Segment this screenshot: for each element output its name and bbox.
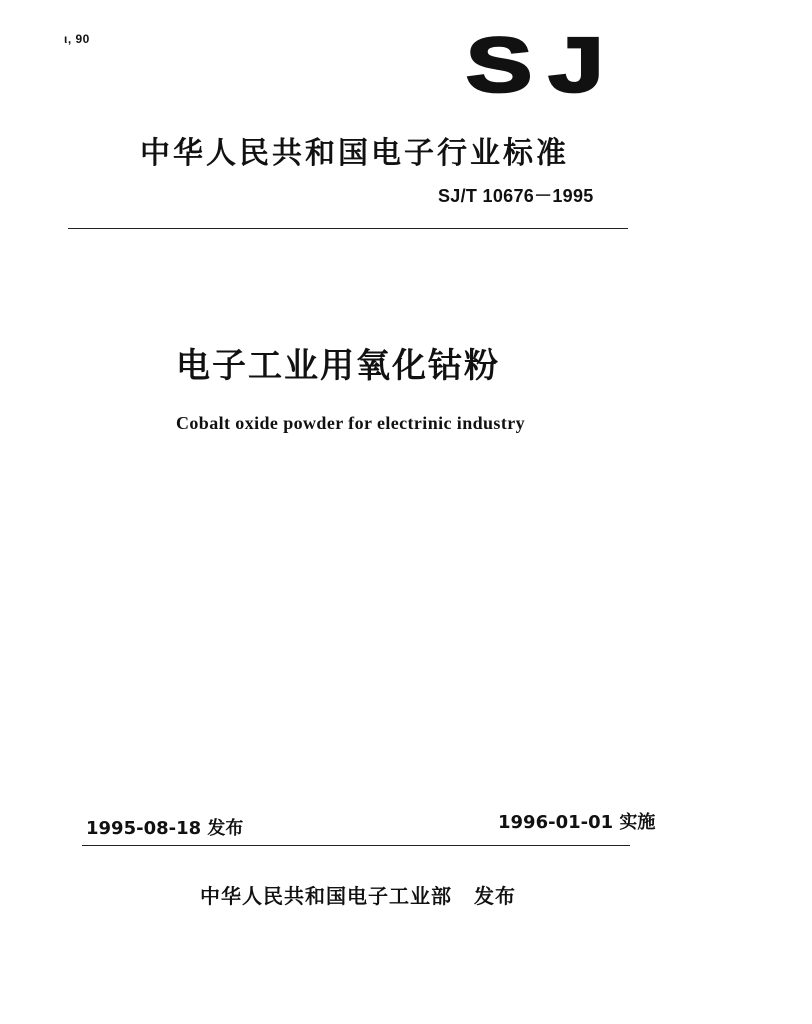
bottom-divider	[82, 845, 630, 846]
issuer-name: 中华人民共和国电子工业部	[200, 884, 452, 908]
issue-label: 发布	[207, 818, 244, 839]
document-title-chinese: 电子工业用氧化钴粉	[176, 346, 500, 386]
issue-date-line	[86, 814, 243, 840]
implementation-date: 1996-01-01	[498, 812, 614, 833]
implementation-label: 实施	[619, 812, 656, 833]
standard-number: SJ/T 10676－1995	[438, 186, 594, 206]
implementation-date-line	[498, 808, 655, 834]
standard-series-title: 中华人民共和国电子行业标准	[140, 136, 569, 171]
top-divider	[68, 228, 628, 229]
document-title-english: Cobalt oxide powder for electrinic industry	[176, 413, 526, 433]
issuer-line	[200, 880, 516, 909]
issuer-action: 发布	[474, 884, 516, 908]
sj-logo: SJ	[466, 21, 621, 108]
corner-code: ι, 90	[64, 32, 90, 46]
issue-date: 1995-08-18	[86, 818, 202, 839]
